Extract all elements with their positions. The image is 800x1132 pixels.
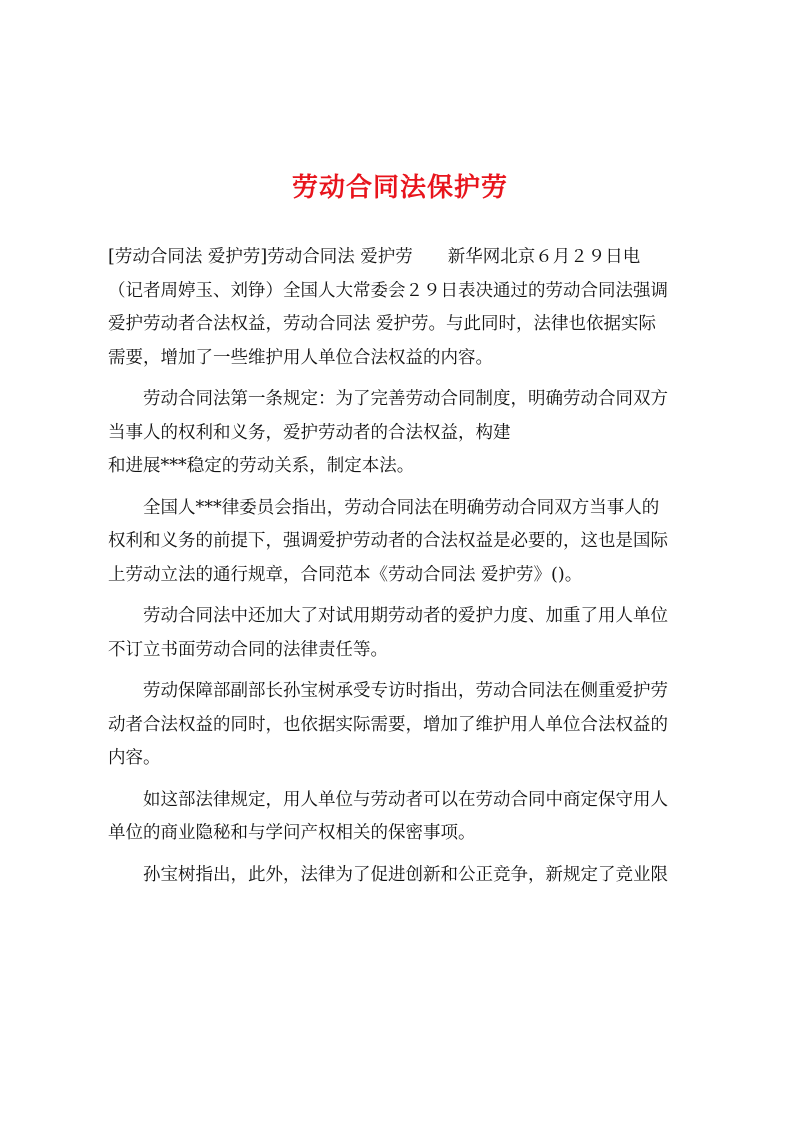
paragraph-line: 不订立书面劳动合同的法律责任等。 xyxy=(108,639,388,660)
paragraph-3 xyxy=(108,492,710,593)
paragraph-line: （记者周婷玉、刘铮）全国人大常委会２９日表决通过的劳动合同法强调 xyxy=(108,280,668,301)
paragraph-5 xyxy=(108,675,710,776)
paragraph-line: 劳动合同法第一条规定：为了完善劳动合同制度，明确劳动合同双方 xyxy=(143,389,668,409)
paragraph-line: 当事人的权利和义务，爱护劳动者的合法权益，构建 xyxy=(108,422,511,443)
paragraph-line: 孙宝树指出，此外，法律为了促进创新和公正竞争，新规定了竞业限 xyxy=(143,864,668,885)
paragraph-1 xyxy=(108,241,710,375)
paragraph-6 xyxy=(108,784,710,851)
paragraph-line: 内容。 xyxy=(108,748,161,768)
paragraph-line: 需要，增加了一些维护用人单位合法权益的内容。 xyxy=(108,347,493,368)
paragraph-line: 全国人***律委员会指出，劳动合同法在明确劳动合同双方当事人的 xyxy=(143,497,660,518)
paragraph-line: 上劳动立法的通行规章，合同范本《劳动合同法 爱护劳》()。 xyxy=(108,564,583,585)
paragraph-line: 如这部法律规定，用人单位与劳动者可以在劳动合同中商定保守用人 xyxy=(143,789,668,810)
paragraph-2 xyxy=(108,383,710,484)
paragraph-4 xyxy=(108,600,710,667)
paragraph-line: 和进展***稳定的劳动关系，制定本法。 xyxy=(108,456,415,476)
paragraph-line: [劳动合同法 爱护劳]劳动合同法 爱护劳 新华网北京６月２９日电 xyxy=(108,247,641,267)
paragraph-line: 劳动保障部副部长孙宝树承受专访时指出，劳动合同法在侧重爱护劳 xyxy=(143,681,668,701)
paragraph-line: 动者合法权益的同时，也依据实际需要，增加了维护用人单位合法权益的 xyxy=(108,714,668,735)
paragraph-line: 权利和义务的前提下，强调爱护劳动者的合法权益是必要的，这也是国际 xyxy=(108,531,668,551)
document-title: 劳动合同法保护劳 xyxy=(291,173,508,203)
document-body xyxy=(108,241,710,900)
paragraph-7 xyxy=(108,859,710,893)
paragraph-line: 劳动合同法中还加大了对试用期劳动者的爱护力度、加重了用人单位 xyxy=(143,606,668,626)
paragraph-line: 爱护劳动者合法权益，劳动合同法 爱护劳。与此同时，法律也依据实际 xyxy=(108,314,657,334)
paragraph-line: 单位的商业隐秘和与学问产权相关的保密事项。 xyxy=(108,823,476,843)
